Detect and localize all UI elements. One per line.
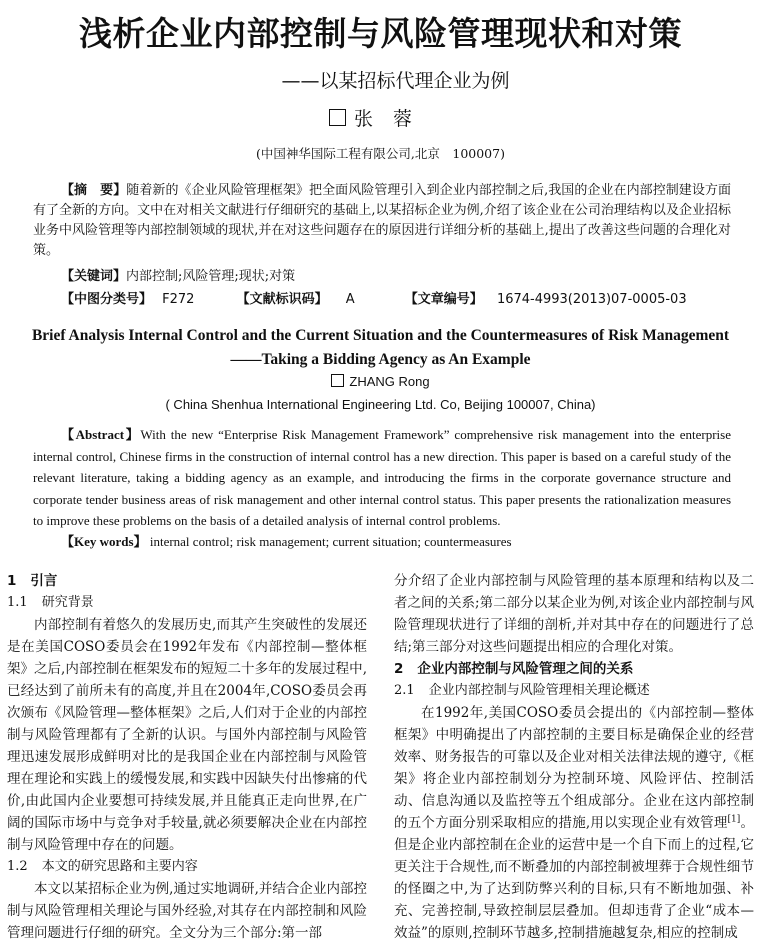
body-column-left xyxy=(7,570,367,944)
section-2-1-number: 2.1 xyxy=(394,683,415,698)
english-author-box-icon xyxy=(331,374,344,387)
body-column-right xyxy=(394,570,754,944)
english-title: Brief Analysis Internal Control and the Current Situation and the Countermeasures of Risk Management xyxy=(31,327,730,344)
article-number-value: 1674-4993(2013)07-0005-03 xyxy=(496,292,687,307)
section-1-heading xyxy=(7,570,367,592)
section-2-number: 2 xyxy=(394,661,404,677)
english-affiliation: ( China Shenhua International Engineering Ltd. Co, Beijing 100007, China) xyxy=(165,397,596,412)
chinese-abstract xyxy=(33,181,731,261)
paragraph-text: 。但是企业内部控制在企业的运营中是一个自下而上的过程,它更关注于合规性,而不断叠加的内部控制被埋葬于合规性细节的怪圈之中,为了达到防弊兴利的目标,只有不断地加强、补充、完善控制,导致控制层层叠加。但却违背了企业“成本—效益”的原则,控制环节越多,控制措施越复杂,相应的控制成 xyxy=(394,815,755,941)
section-1-2-number: 1.2 xyxy=(7,859,28,874)
paragraph: 分介绍了企业内部控制与风险管理的基本原理和结构以及二者之间的关系;第二部分以某企业为例,对该企业内部控制与风险管理现状进行了详细的剖析,并对其中存在的问题进行了总结;第三部分对这些问题提出相应的合理化对策。 xyxy=(394,573,754,655)
author-name: 张蓉 xyxy=(353,108,432,130)
clc-label: 【中图分类号】 xyxy=(61,292,153,307)
paragraph xyxy=(394,702,754,944)
section-2-1-heading xyxy=(394,680,754,702)
paragraph: 本文以某招标企业为例,通过实地调研,并结合企业内部控制与风险管理相关理论与国外经验,对其存在内部控制和风险管理问题进行仔细的研究。全文分为三个部分:第一部 xyxy=(7,881,367,941)
english-abstract-label: 【Abstract】 xyxy=(61,427,141,442)
english-keywords-label: 【Key words】 xyxy=(61,534,147,549)
english-keywords xyxy=(61,532,512,552)
chinese-keywords xyxy=(61,267,295,287)
english-author-line xyxy=(0,374,761,389)
section-2-1-title: 企业内部控制与风险管理相关理论概述 xyxy=(428,683,650,698)
author-affiliation: (中国神华国际工程有限公司,北京 100007) xyxy=(256,146,505,161)
paper-title: 浅析企业内部控制与风险管理现状和对策 xyxy=(79,14,682,53)
section-1-1-number: 1.1 xyxy=(7,595,28,610)
english-author-name: ZHANG Rong xyxy=(349,374,430,389)
clc-value: F272 xyxy=(162,292,195,307)
section-1-2-title: 本文的研究思路和主要内容 xyxy=(41,859,198,874)
doc-code-label: 【文献标识码】 xyxy=(236,292,328,307)
section-1-title: 引言 xyxy=(30,573,58,589)
chinese-keywords-text: 内部控制;风险管理;现状;对策 xyxy=(126,269,296,284)
author-box-icon xyxy=(329,109,346,126)
english-abstract xyxy=(33,424,731,532)
chinese-keywords-label: 【关键词】 xyxy=(61,269,127,284)
section-2-title: 企业内部控制与风险管理之间的关系 xyxy=(417,661,634,677)
paper-subtitle: ——以某招标代理企业为例 xyxy=(281,70,510,92)
section-1-1-title: 研究背景 xyxy=(41,595,94,610)
section-1-2-heading xyxy=(7,856,367,878)
english-subtitle: ——Taking a Bidding Agency as An Example xyxy=(230,351,531,368)
doc-code-value: A xyxy=(345,292,355,307)
chinese-abstract-text: 随着新的《企业风险管理框架》把全面风险管理引入到企业内部控制之后,我国的企业在内部控制建设方面有了全新的方向。文中在对相关文献进行仔细研究的基础上,以某招标企业为例,介绍了该企业在公司治理结构以及企业招标业务中风险管理等内部控制领域的现状,并在对这些问题存在的原因进行详细分析的基础上,提出了改善这些问题的合理化对策。 xyxy=(33,183,731,258)
paragraph-text: 在1992年,美国COSO委员会提出的《内部控制—整体框架》中明确提出了内部控制的主要目标是确保企业的经营效率、财务报告的可靠以及企业对相关法律法规的遵守,《框架》将企业内部控制划分为控制环境、风险评估、控制活动、信息沟通以及监控等五个组成部分。企业在这内部控制的五个方面分别采取相应的措施,用以实现企业有效管理 xyxy=(394,705,754,831)
english-abstract-text: With the new “Enterprise Risk Management Framework” comprehensive risk management into the enterprise internal control, Chinese firms in the construction of internal control has a new direction. This paper is based on a careful study of the relevant literature, taking a bidding agency as an example, and introducing the firms in the corporate governance structure and corporate tender business areas of risk management and other internal control status. This paper presents the rationalization measures to improve these problems on the basis of a detailed analysis of internal control problems. xyxy=(33,427,731,528)
article-number-label: 【文章编号】 xyxy=(404,292,483,307)
section-1-number: 1 xyxy=(7,573,17,589)
section-1-1-heading xyxy=(7,592,367,614)
citation-ref[interactable]: [1] xyxy=(727,814,741,825)
paragraph: 内部控制有着悠久的发展历史,而其产生突破性的发展还是在美国COSO委员会在1992年发布《内部控制—整体框架》之后,内部控制在框架发布的短短二十多年的发展过程中,已经达到了前所未有的高度,并且在2004年,COSO委员会再次颁布《风险管理—整体框架》之后,人们对于企业的内部控制与风险管理都有了全新的认识。与国外内部控制与风险管理迅速发展形成鲜明对比的是我国企业在内部控制与风险管理在理论和实践上的缓慢发展,和实践中因缺失付出惨痛的代价,由此国内企业要想可持续发展,并且能真正走向世界,在广阔的国际市场中与竞争对手较量,就必须要解决企业在内部控制与风险管理中存在的问题。 xyxy=(7,617,367,853)
classification-line xyxy=(61,290,687,310)
english-keywords-text: internal control; risk management; current situation; countermeasures xyxy=(149,534,512,549)
author-line xyxy=(0,104,761,131)
section-2-heading xyxy=(394,658,754,680)
chinese-abstract-label: 【摘 要】 xyxy=(61,183,127,198)
